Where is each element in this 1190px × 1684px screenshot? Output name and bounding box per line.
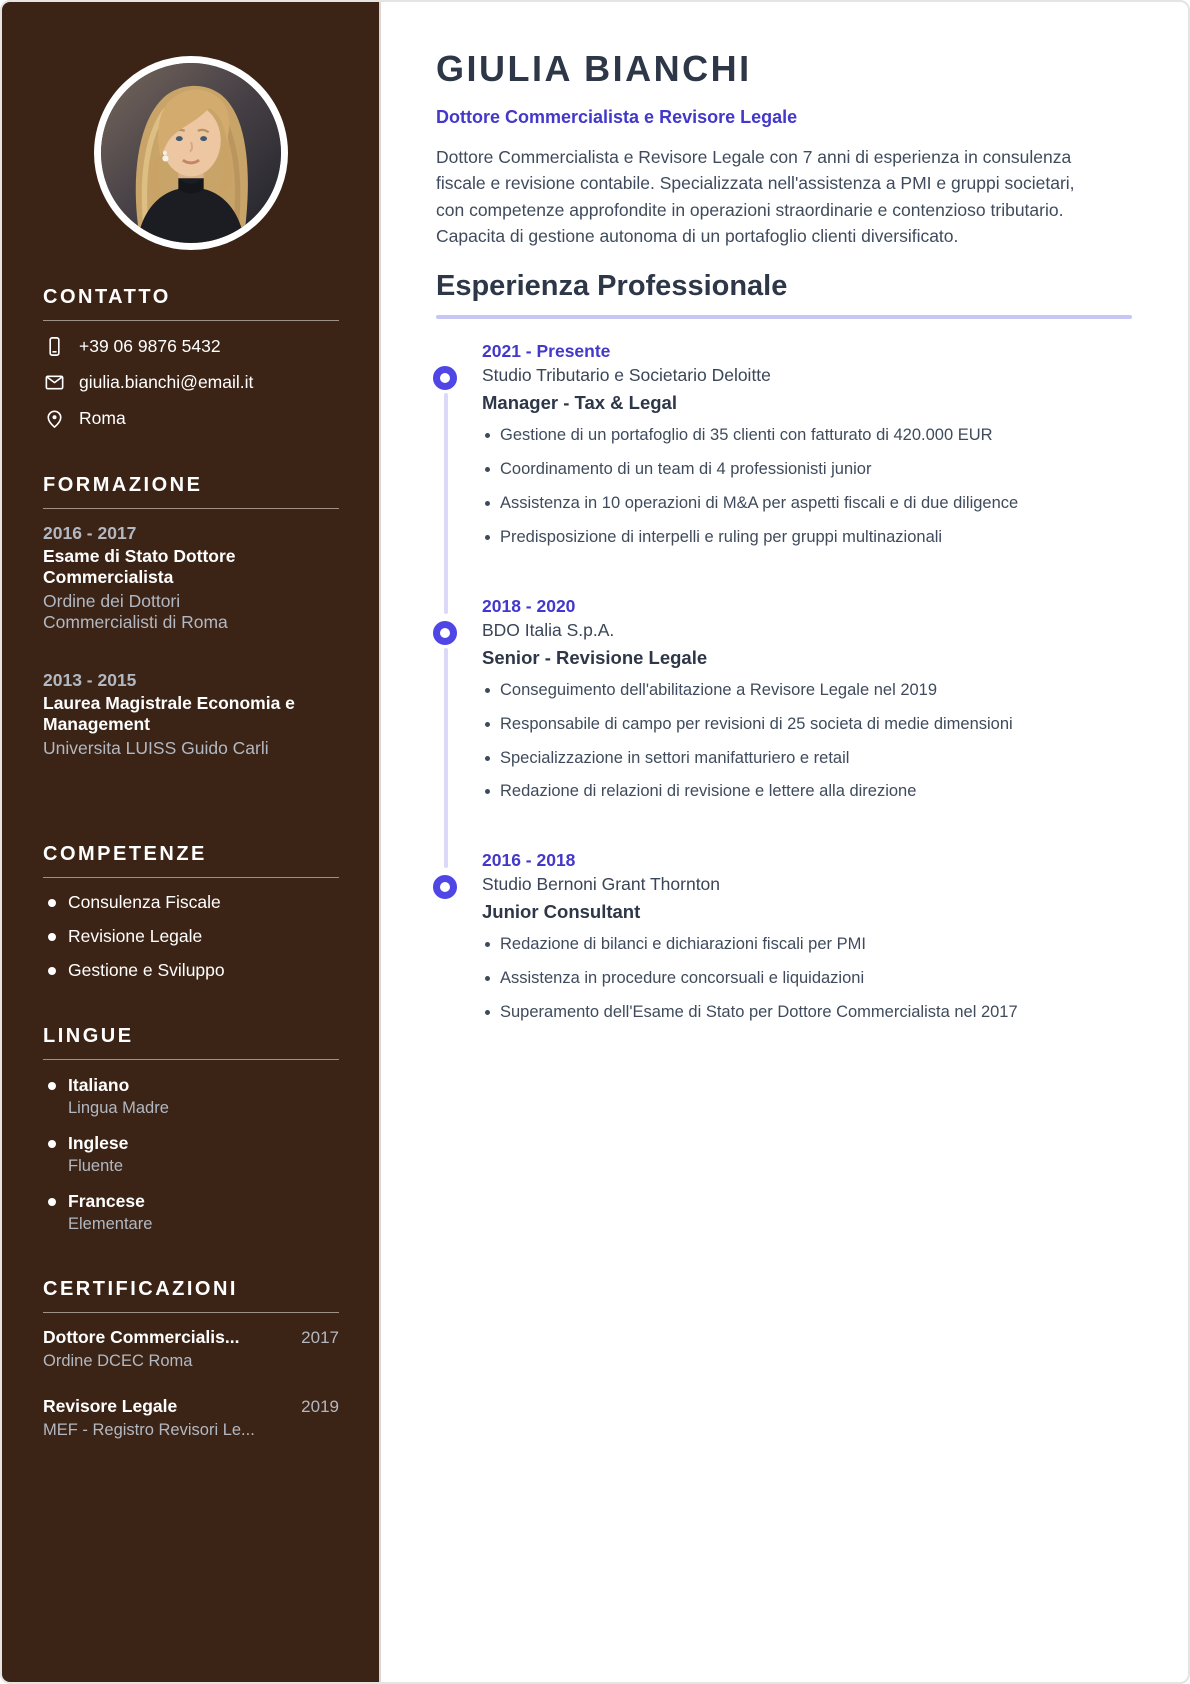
- experience-bullet-list: [482, 933, 1047, 1025]
- contact-section: [43, 286, 339, 430]
- certifications-section: [43, 1278, 339, 1440]
- experience-entry: [436, 850, 1056, 1025]
- experience-entry: [436, 596, 1056, 805]
- mail-icon: [43, 371, 66, 394]
- experience-timeline: [436, 341, 1056, 1025]
- language-item: [43, 1191, 339, 1234]
- education-section-title: FORMAZIONE: [43, 474, 203, 496]
- education-section: [43, 474, 339, 759]
- experience-role: Junior Consultant: [482, 901, 641, 923]
- section-divider: [43, 1059, 339, 1060]
- skills-list: [43, 892, 339, 981]
- certification-entry: [43, 1396, 339, 1440]
- contact-phone-text: +39 06 9876 5432: [79, 336, 221, 356]
- experience-bullet: Redazione di bilanci e dichiarazioni fiscali per PMI: [482, 933, 1047, 957]
- experience-bullet: Conseguimento dell'abilitazione a Revisore Legale nel 2019: [482, 679, 1047, 703]
- languages-list: [43, 1075, 339, 1234]
- experience-bullet: Gestione di un portafoglio di 35 clienti con fatturato di 420.000 EUR: [482, 424, 1047, 448]
- education-period: 2013 - 2015: [43, 669, 137, 690]
- education-degree: Esame di Stato Dottore Commercialista: [43, 546, 236, 587]
- timeline-marker-icon: [433, 875, 457, 899]
- experience-role: Senior - Revisione Legale: [482, 646, 708, 668]
- language-level: Elementare: [68, 1215, 153, 1234]
- phone-icon: [43, 335, 66, 358]
- contact-list: [43, 335, 339, 430]
- timeline-marker-icon: [433, 366, 457, 390]
- experience-bullet: Responsabile di campo per revisioni di 25 societa di medie dimensioni: [482, 713, 1047, 737]
- contact-item-phone: [43, 335, 339, 358]
- skills-section-title: COMPETENZE: [43, 843, 207, 866]
- experience-entry: [436, 341, 1056, 550]
- experience-company: BDO Italia S.p.A.: [482, 619, 615, 640]
- certification-entry: [43, 1327, 339, 1371]
- education-entry: [43, 523, 339, 634]
- skill-item: Consulenza Fiscale: [43, 892, 339, 913]
- education-school: Ordine dei Dottori Commercialisti di Roma: [43, 591, 228, 633]
- experience-company: Studio Bernoni Grant Thornton: [482, 874, 721, 895]
- experience-period: 2021 - Presente: [482, 341, 611, 361]
- languages-section: [43, 1025, 339, 1234]
- language-level: Fluente: [68, 1157, 124, 1176]
- location-icon: [43, 407, 66, 430]
- contact-item-email: [43, 371, 339, 394]
- contact-location-text: Roma: [79, 408, 126, 428]
- certification-name: Dottore Commercialis...: [43, 1327, 240, 1348]
- experience-bullet: Predisposizione di interpelli e ruling per gruppi multinazionali: [482, 526, 1047, 550]
- experience-section-underline: [436, 315, 1132, 319]
- certification-year: 2017: [301, 1328, 339, 1348]
- certification-org: MEF - Registro Revisori Le...: [43, 1421, 255, 1440]
- profile-summary: Dottore Commercialista e Revisore Legale con 7 anni di esperienza in consulenza fiscale e revisione contabile. Specializzata nell'assistenza a PMI e gruppi societari, con competenze approfondite in operazioni straordinarie e contenzioso tributario. Capacita di gestione autonoma di un portafoglio clienti diversificato.: [436, 147, 1075, 246]
- certifications-section-title: CERTIFICAZIONI: [43, 1278, 238, 1301]
- experience-bullet: Redazione di relazioni di revisione e lettere alla direzione: [482, 780, 1047, 804]
- experience-bullet: Superamento dell'Esame di Stato per Dottore Commercialista nel 2017: [482, 1001, 1047, 1025]
- experience-bullet-list: [482, 424, 1047, 550]
- experience-role: Manager - Tax & Legal: [482, 392, 677, 413]
- person-subtitle: Dottore Commercialista e Revisore Legale: [436, 107, 798, 127]
- section-divider: [43, 320, 339, 321]
- education-school: Universita LUISS Guido Carli: [43, 737, 269, 758]
- skills-section: [43, 843, 339, 981]
- experience-bullet: Assistenza in 10 operazioni di M&A per aspetti fiscali e di due diligence: [482, 492, 1047, 516]
- contact-item-location: [43, 407, 339, 430]
- timeline-marker-icon: [433, 621, 457, 645]
- experience-section-title: Esperienza Professionale: [436, 270, 788, 302]
- skill-item: Revisione Legale: [43, 926, 339, 947]
- avatar-illustration: [101, 63, 281, 243]
- language-name: Italiano: [68, 1075, 130, 1096]
- person-name: GIULIA BIANCHI: [436, 48, 752, 89]
- language-item: [43, 1133, 339, 1176]
- experience-bullet: Specializzazione in settori manifatturiero e retail: [482, 747, 1047, 771]
- experience-period: 2018 - 2020: [482, 595, 576, 616]
- education-degree: Laurea Magistrale Economia e Management: [43, 692, 295, 734]
- language-item: [43, 1075, 339, 1118]
- section-divider: [43, 1312, 339, 1313]
- experience-bullet: Coordinamento di un team di 4 professionisti junior: [482, 458, 1047, 482]
- experience-period: 2016 - 2018: [482, 850, 576, 871]
- section-divider: [43, 508, 339, 509]
- contact-email-text: giulia.bianchi@email.it: [79, 372, 254, 392]
- sidebar: [2, 2, 381, 1682]
- main-content: [381, 2, 1188, 1682]
- certification-org: Ordine DCEC Roma: [43, 1352, 193, 1371]
- language-level: Lingua Madre: [68, 1099, 169, 1118]
- profile-photo: [94, 56, 288, 250]
- education-entry: [43, 670, 339, 759]
- skill-item: Gestione e Sviluppo: [43, 960, 339, 981]
- section-divider: [43, 877, 339, 878]
- experience-bullet-list: [482, 679, 1047, 805]
- languages-section-title: LINGUE: [43, 1025, 134, 1048]
- language-name: Francese: [68, 1191, 145, 1212]
- certification-year: 2019: [301, 1397, 339, 1417]
- experience-bullet: Assistenza in procedure concorsuali e liquidazioni: [482, 967, 1047, 991]
- contact-section-title: CONTATTO: [43, 286, 171, 308]
- language-name: Inglese: [68, 1133, 129, 1154]
- experience-company: Studio Tributario e Societario Deloitte: [482, 365, 771, 385]
- education-period: 2016 - 2017: [43, 523, 137, 543]
- certification-name: Revisore Legale: [43, 1396, 178, 1417]
